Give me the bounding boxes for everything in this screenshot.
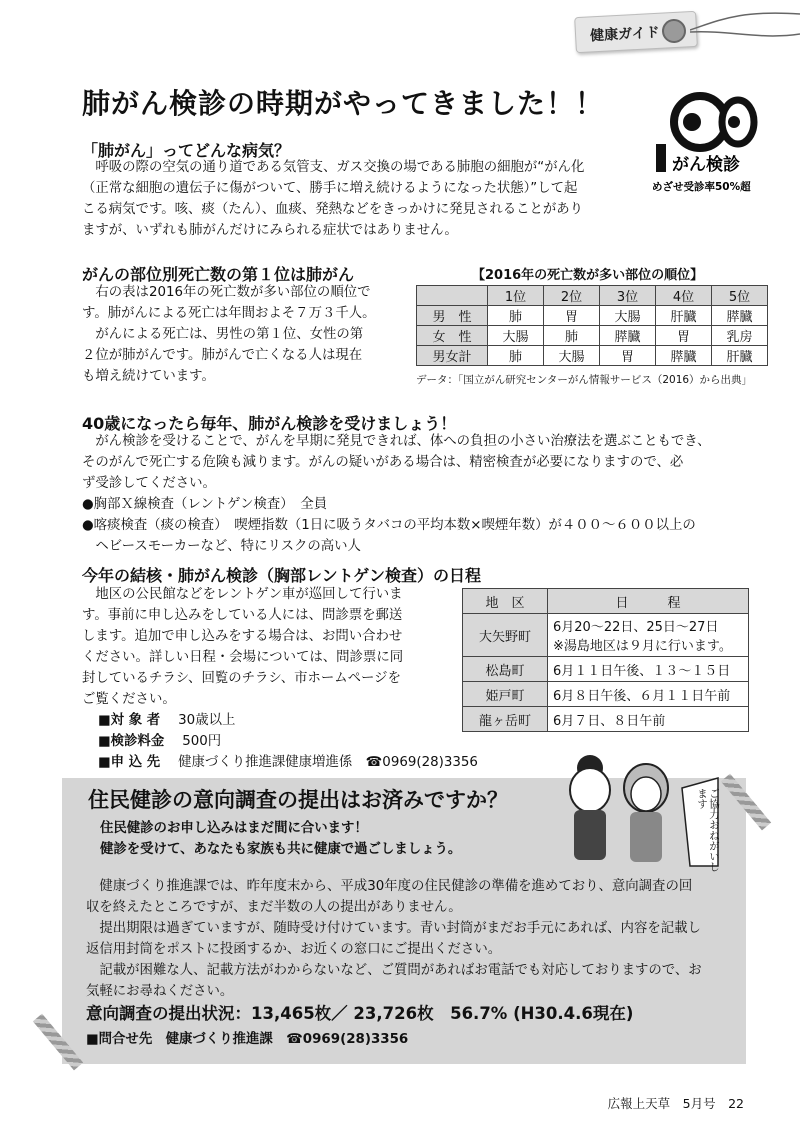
table-cell: 大腸 [600,306,656,326]
text-line: そのがんで死亡する危険も減ります。がんの疑いがある場合は、精密検査が必要になりますので、必 [82,455,684,470]
table-cell: 肝臓 [712,346,768,366]
info-value: 30歳以上 [178,713,236,728]
info-label: ■検診料金 [98,734,165,749]
text-line: す。事前に申し込みをしている人には、問診票を郵送 [82,608,403,623]
section-tag [574,11,698,53]
text-line: ますが、いずれも肺がんだけにみられる症状ではありません。 [82,223,458,238]
info-row [98,752,478,773]
table-cell: 乳房 [712,326,768,346]
section3-heading: 40歳になったら毎年、肺がん検診を受けましょう！ [82,414,457,433]
text-line: 健診を受けて、あなたも家族も共に健康で過ごしましょう。 [100,842,462,857]
table-header-row [417,286,768,306]
text-line: 地区の公民館などをレントゲン車が巡回して行いま [82,587,403,602]
info-row [98,731,478,752]
logo-line1: がん検診 [672,155,740,175]
area-cell: 姫戸町 [463,682,548,707]
text-line: ２位が肺がんです。肺がんで亡くなる人は現在 [82,348,363,363]
survey-heading: 住民健診の意向調査の提出はお済みですか？ [88,788,508,812]
column-header: 2位 [544,286,600,306]
text-line: がんによる死亡は、男性の第１位、女性の第 [82,327,364,342]
text-line: 返信用封筒をポストに投函するか、お近くの窓口にご提出ください。 [86,942,502,957]
table-cell: 大腸 [488,326,544,346]
table-row [463,707,749,732]
table-source: データ：「国立がん研究センターがん情報サービス（2016）から出典」 [416,374,753,386]
text-line: 住民健診のお申し込みはまだ間に合います！ [100,821,368,836]
dates-cell [548,614,749,657]
table-cell: 肺 [488,306,544,326]
area-cell: 松島町 [463,657,548,682]
table-cell: 膵臓 [600,326,656,346]
text-line: 気軽にお尋ねください。 [86,984,234,999]
table-cell: 胃 [600,346,656,366]
column-header: 日 程 [548,589,749,614]
section4-heading: 今年の結核・肺がん検診（胸部レントゲン検査）の日程 [82,566,481,585]
area-cell: 大矢野町 [463,614,548,657]
text-line: ください。詳しい日程・会場については、問診票に同 [82,650,404,665]
date-line: 6月７日、８日午前 [548,707,749,732]
text-line: （正常な細胞の遺伝子に傷がついて、勝手に増え続けるようになった状態）”して起 [82,181,578,196]
text-line: 封しているチラシ、回覧のチラシ、市ホームページを [82,671,401,686]
info-value: 500円 [182,734,222,749]
text-line: こる病気です。咳、痰（たん）、血痰、発熱などをきっかけに発見されることがあり [82,202,584,217]
info-label: ■申 込 先 [98,755,161,770]
table-row [463,614,749,657]
column-header: 1位 [488,286,544,306]
row-label: 男 性 [417,306,488,326]
table-cell: 肺 [544,326,600,346]
text-line: ず受診してください。 [82,476,216,491]
table-row [417,306,768,326]
text-line: も増え続けています。 [82,369,215,384]
section3-body [82,431,711,557]
table-header-row [463,589,749,614]
table-row [463,657,749,682]
bullet-item: ●喀痰検査（痰の検査） 喫煙指数（1日に吸うタバコの平均本数×喫煙年数）が４００～６００以上の [82,518,696,533]
column-header: 3位 [600,286,656,306]
row-label: 男女計 [417,346,488,366]
survey-body [86,876,702,1002]
survey-subtext [100,818,461,860]
text-line: 提出期限は過ぎていますが、随時受け付けています。青い封筒がまだお手元にあれば、内容を記載し [86,921,701,936]
page-footer: 広報上天草 5月号 22 [607,1096,744,1111]
table-cell: 肝臓 [656,306,712,326]
info-label: ■対 象 者 [98,713,161,728]
section1-heading: 「肺がん」ってどんな病気？ [82,141,291,160]
logo-line2: めざせ受診率50%超 [652,181,751,193]
section-tag-label: 健康ガイド [589,24,661,45]
table-cell: 胃 [544,306,600,326]
column-header: 地 区 [463,589,548,614]
date-line: 6月１１日午後、１３～１５日 [548,657,749,682]
page-title: 肺がん検診の時期がやってきました！！ [82,87,605,120]
text-line: 記載が困難な人、記載方法がわからないなど、ご質問があればお電話でも対応しておりますので、お [86,963,702,978]
speech-bubble-text: ご協力おねがいします [696,788,720,872]
tag-hole-icon [661,18,686,43]
survey-status: 意向調査の提出状況：13,465枚／ 23,726枚 56.7% (H30.4.6現在) [86,1004,634,1023]
checkup-info [98,710,478,773]
text-line: 収を終えたところですが、まだ半数の人の提出がありません。 [86,900,462,915]
rank-table-caption: 【2016年の死亡数が多い部位の順位】 [472,268,704,283]
text-line: ご覧ください。 [82,692,176,707]
tag-string-decoration [690,0,800,60]
text-line: 呼吸の際の空気の通り道である気管支、ガス交換の場である肺胞の細胞が“がん化 [82,160,585,175]
date-line: 6月８日午後、６月１１日午前 [548,682,749,707]
date-line: 6月20～22日、25日～27日 [553,620,719,635]
table-row [417,326,768,346]
table-cell: 膵臓 [712,306,768,326]
table-cell: 大腸 [544,346,600,366]
info-row [98,710,478,731]
column-header: 4位 [656,286,712,306]
section2-heading: がんの部位別死亡数の第１位は肺がん [82,265,355,284]
area-cell: 龍ヶ岳町 [463,707,548,732]
survey-contact: ■問合せ先 健康づくり推進課 ☎0969(28)3356 [86,1032,409,1047]
table-cell: 肺 [488,346,544,366]
schedule-table [462,588,749,732]
rank-table [416,285,768,366]
table-row [463,682,749,707]
cancer-screening-logo [650,92,760,202]
text-line: します。追加で申し込みをする場合は、お問い合わせ [82,629,403,644]
text-line: がん検診を受けることで、がんを早期に発見できれば、体への負担の小さい治療法を選ぶこともでき、 [82,434,711,449]
bullet-item: ●胸部Ｘ線検査（レントゲン検査） 全員 [82,497,328,512]
info-value: 健康づくり推進課健康増進係 ☎0969(28)3356 [178,755,478,770]
text-line: す。肺がんによる死亡は年間およそ７万３千人。 [82,306,376,321]
table-row [417,346,768,366]
row-label: 女 性 [417,326,488,346]
section2-body [82,282,376,387]
text-line: 健康づくり推進課では、昨年度末から、平成30年度の住民健診の準備を進めており、意向調査の回 [86,879,693,894]
bullet-item: ヘビースモーカーなど、特にリスクの高い人 [82,539,361,554]
section1-body [82,157,584,241]
text-line: 右の表は2016年の死亡数が多い部位の順位で [82,285,371,300]
table-cell: 胃 [656,326,712,346]
column-header: 5位 [712,286,768,306]
section4-body [82,584,403,710]
table-cell: 膵臓 [656,346,712,366]
date-line: ※湯島地区は９月に行います。 [553,639,732,654]
